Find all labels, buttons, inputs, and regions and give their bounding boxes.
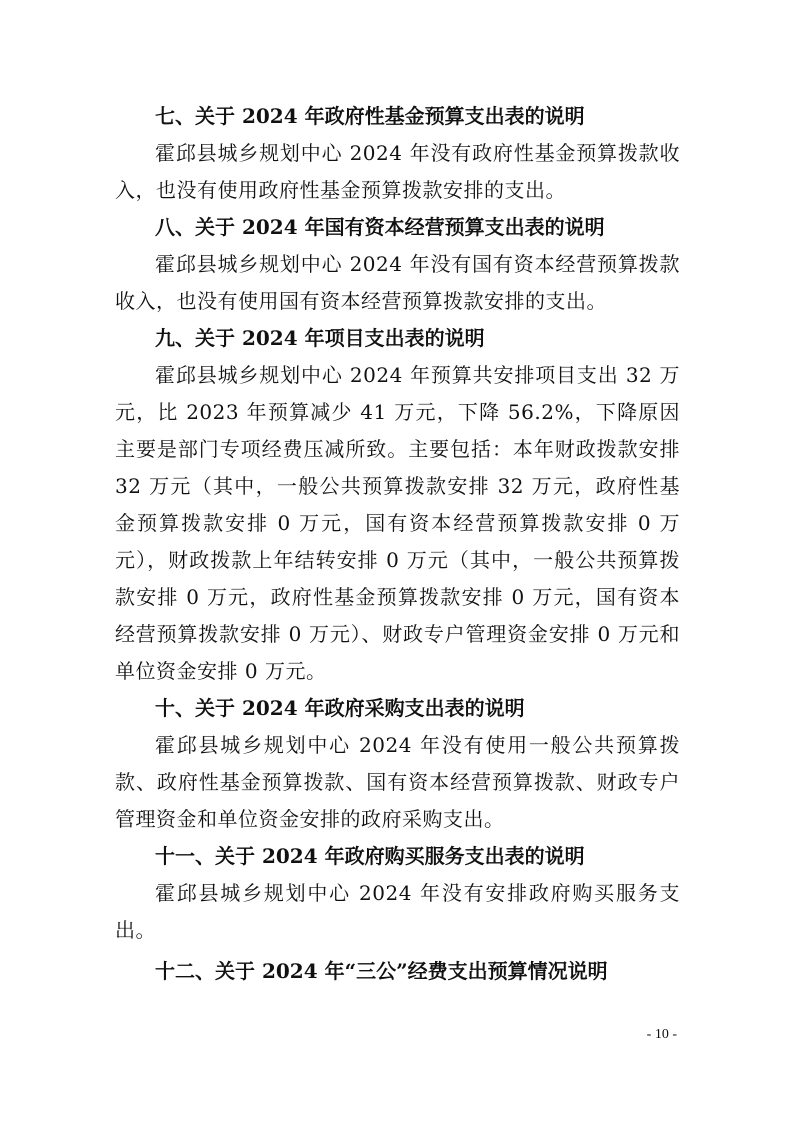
section-body-10: 霍邱县城乡规划中心 2024 年没有使用一般公共预算拨款、政府性基金预算拨款、国有资本经营预算拨款、财政专户管理资金和单位资金安排的政府采购支出。	[115, 733, 680, 831]
section-heading-7: 七、关于 2024 年政府性基金预算支出表的说明	[155, 104, 585, 128]
section-body-11: 霍邱县城乡规划中心 2024 年没有安排政府购买服务支出。	[115, 881, 680, 942]
document-body	[115, 98, 680, 990]
section-heading-10: 十、关于 2024 年政府采购支出表的说明	[155, 696, 525, 720]
section-heading-9: 九、关于 2024 年项目支出表的说明	[155, 326, 485, 350]
section-heading-11: 十一、关于 2024 年政府购买服务支出表的说明	[155, 844, 585, 868]
section-body-8: 霍邱县城乡规划中心 2024 年没有国有资本经营预算拨款收入，也没有使用国有资本经营预算拨款安排的支出。	[115, 252, 680, 313]
section-body-9: 霍邱县城乡规划中心 2024 年预算共安排项目支出 32 万元，比 2023 年预算减少 41 万元，下降 56.2%，下降原因主要是部门专项经费压减所致。主要包括：本年财政拨款安排 32 万元（其中，一般公共预算拨款安排 32 万元，政府性基金预算拨款安排 0 万元，国有资本经营预算拨款安排 0 万元），财政拨款上年结转安排 0 万元（其中，一般公共预算拨款安排 0 万元，政府性基金预算拨款安排 0 万元，国有资本经营预算拨款安排 0 万元）、财政专户管理资金安排 0 万元和单位资金安排 0 万元。	[115, 363, 680, 683]
page-number: - 10 -	[646, 1027, 677, 1042]
section-heading-12: 十二、关于 2024 年“三公”经费支出预算情况说明	[155, 959, 608, 983]
section-heading-8: 八、关于 2024 年国有资本经营预算支出表的说明	[155, 215, 605, 239]
section-body-7: 霍邱县城乡规划中心 2024 年没有政府性基金预算拨款收入，也没有使用政府性基金预算拨款安排的支出。	[115, 141, 680, 202]
